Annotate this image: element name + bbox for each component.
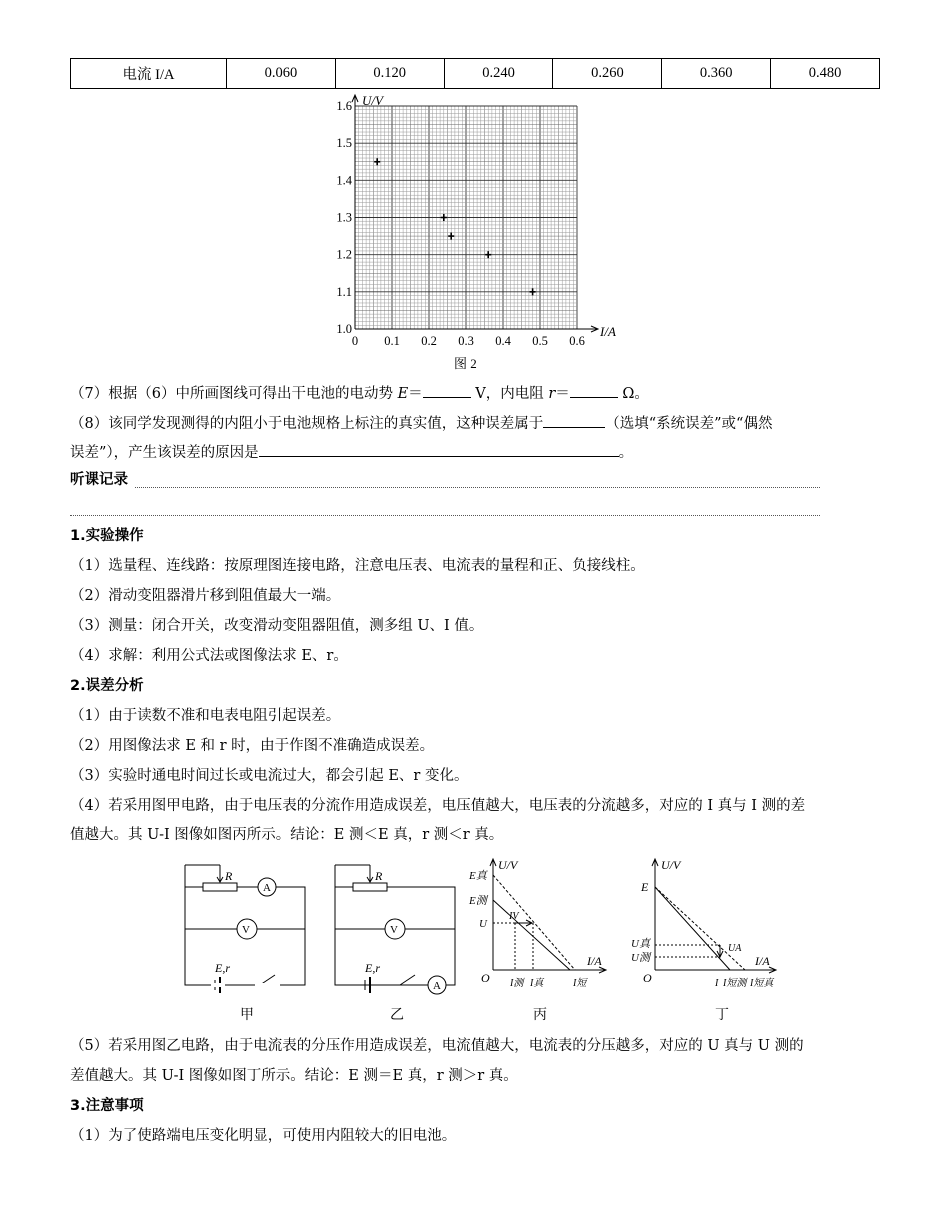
answer-blank[interactable]: [570, 382, 618, 398]
notes-line[interactable]: [70, 500, 820, 516]
x-tick-label: 0.4: [495, 334, 511, 348]
data-point: [485, 251, 491, 258]
table-cell: 0.060: [227, 59, 336, 89]
q7-text-a: （7）根据（6）中所画图线可得出干电池的电动势: [70, 386, 398, 402]
y-tick-label: 1.5: [336, 136, 352, 151]
list-item: （3）测量：闭合开关，改变滑动变阻器阻值，测多组 U、I 值。: [70, 618, 484, 634]
label-uv: U/V: [661, 858, 681, 872]
section-title: .实验操作: [80, 528, 144, 544]
q8-text-a: （8）该同学发现测得的内阻小于电池规格上标注的真实值，这种误差属于: [70, 416, 544, 432]
data-point: [374, 158, 380, 165]
question-7: [70, 382, 649, 404]
notes-line[interactable]: [135, 472, 820, 488]
q8-text-d: 。: [618, 445, 634, 461]
label-uv: U/V: [498, 858, 518, 872]
label-u-ce: U测: [631, 952, 650, 964]
label-i-duan-zhen: I短真: [750, 978, 774, 989]
list-item: （2）用图像法求 E 和 r 时，由于作图不准确造成误差。: [70, 738, 435, 754]
label-ia: I/A: [587, 954, 602, 968]
graph-y-ticks: [336, 99, 352, 336]
q7-text-c: Ω。: [617, 386, 649, 402]
list-item: （2）滑动变阻器滑片移到阻值最大一端。: [70, 588, 341, 604]
label-ia: I/A: [755, 954, 770, 968]
label-e: E: [641, 880, 649, 894]
label-o: O: [481, 971, 490, 985]
list-item: （1）由于读数不准和电表电阻引起误差。: [70, 708, 341, 724]
section-1-heading: [70, 526, 144, 546]
question-8-line1: [70, 412, 772, 434]
label-i-zhen: I真: [530, 978, 544, 989]
data-point: [441, 214, 447, 221]
label-iv: IV: [509, 911, 519, 922]
circuit-figures: [175, 855, 795, 1030]
section-num: 1: [70, 528, 81, 544]
label-e-ce: E测: [469, 895, 487, 907]
caption-yi: 乙: [390, 1008, 404, 1023]
section-title: .注意事项: [80, 1098, 144, 1114]
label-r: R: [225, 869, 233, 883]
label-i-ce: I测: [510, 978, 524, 989]
label-u-zhen: U真: [631, 938, 650, 950]
table-cell: 0.260: [553, 59, 662, 89]
data-point: [448, 233, 454, 240]
q7-eq2: ＝: [555, 386, 570, 402]
table-header-cell: 电流 I/A: [71, 59, 227, 89]
label-voltmeter: V: [390, 924, 398, 936]
q7-text-b: V，内电阻: [470, 386, 549, 402]
graph-y-label: U/V: [362, 93, 383, 108]
table-cell: 0.360: [662, 59, 771, 89]
label-er: E,r: [365, 961, 380, 975]
list-item: （1）为了使路端电压变化明显，可使用内阻较大的旧电池。: [70, 1128, 457, 1144]
section-3-heading: [70, 1096, 144, 1116]
caption-ding: 丁: [715, 1008, 729, 1023]
x-tick-label: 0.2: [421, 334, 437, 348]
label-i-duan: I短: [573, 978, 587, 989]
label-voltmeter: V: [242, 924, 250, 936]
y-tick-label: 1.3: [336, 210, 352, 225]
label-i-duan-ce: I短测: [723, 978, 747, 989]
answer-blank[interactable]: [259, 441, 619, 457]
section-num: 3: [70, 1098, 81, 1114]
table-row: [71, 59, 880, 89]
caption-jia: 甲: [240, 1008, 254, 1023]
table-cell: 0.240: [444, 59, 553, 89]
list-item: 值越大。其 U-I 图像如图丙所示。结论：E 测＜E 真，r 测＜r 真。: [70, 827, 504, 843]
label-o: O: [643, 971, 652, 985]
list-item: （5）若采用图乙电路，由于电流表的分压作用造成误差，电流值越大，电流表的分压越多，对应的 U 真与 U 测的: [70, 1038, 804, 1054]
label-r: R: [375, 869, 383, 883]
graph-caption: 图 2: [454, 356, 477, 371]
notes-label: 听课记录: [70, 472, 128, 488]
label-u: U: [479, 918, 487, 930]
list-item: （4）求解：利用公式法或图像法求 E、r。: [70, 648, 348, 664]
label-i: I: [715, 978, 719, 989]
q7-eq: ＝: [408, 386, 423, 402]
x-tick-label: 0.5: [532, 334, 548, 348]
q7-e-var: E: [397, 386, 409, 402]
label-er: E,r: [215, 961, 230, 975]
list-item: （3）实验时通电时间过长或电流过大，都会引起 E、r 变化。: [70, 768, 469, 784]
label-ammeter: A: [433, 980, 441, 992]
x-tick-label: 0.6: [569, 334, 585, 348]
y-tick-label: 1.0: [336, 322, 352, 336]
y-tick-label: 1.2: [336, 247, 352, 262]
ui-graph: [320, 88, 640, 378]
section-num: 2: [70, 678, 81, 694]
answer-blank[interactable]: [543, 412, 605, 428]
list-item: 差值越大。其 U-I 图像如图丁所示。结论：E 测＝E 真，r 测＞r 真。: [70, 1068, 518, 1084]
q7-r-var: r: [548, 386, 556, 402]
list-item: （4）若采用图甲电路，由于电压表的分流作用造成误差，电压值越大，电压表的分流越多，对应的 I 真与 I 测的差: [70, 798, 806, 814]
x-tick-label: 0.1: [384, 334, 400, 348]
x-tick-label: 0.3: [458, 334, 474, 348]
table-cell: 0.120: [335, 59, 444, 89]
list-item: （1）选量程、连线路：按原理图连接电路，注意电压表、电流表的量程和正、负接线柱。: [70, 558, 645, 574]
label-ua: UA: [728, 943, 742, 954]
q8-text-b: （选填“系统误差”或“偶然: [605, 416, 773, 432]
data-point: [530, 288, 536, 295]
y-tick-label: 1.6: [336, 99, 352, 113]
caption-bing: 丙: [533, 1008, 547, 1023]
label-e-zhen: E真: [469, 870, 487, 882]
section-title: .误差分析: [80, 678, 144, 694]
graph-x-label: I/A: [600, 324, 616, 339]
graph-x-ticks: [352, 334, 585, 348]
current-table: [70, 58, 880, 89]
graph-grid: [352, 95, 598, 332]
section-2-heading: [70, 676, 144, 696]
question-8-line2: [70, 441, 633, 463]
label-ammeter: A: [263, 882, 271, 894]
q8-text-c: 误差”），产生该误差的原因是: [70, 445, 259, 461]
y-tick-label: 1.4: [336, 173, 352, 188]
answer-blank[interactable]: [423, 382, 471, 398]
table-cell: 0.480: [771, 59, 880, 89]
y-tick-label: 1.1: [336, 284, 352, 299]
x-tick-label: 0: [351, 334, 359, 348]
